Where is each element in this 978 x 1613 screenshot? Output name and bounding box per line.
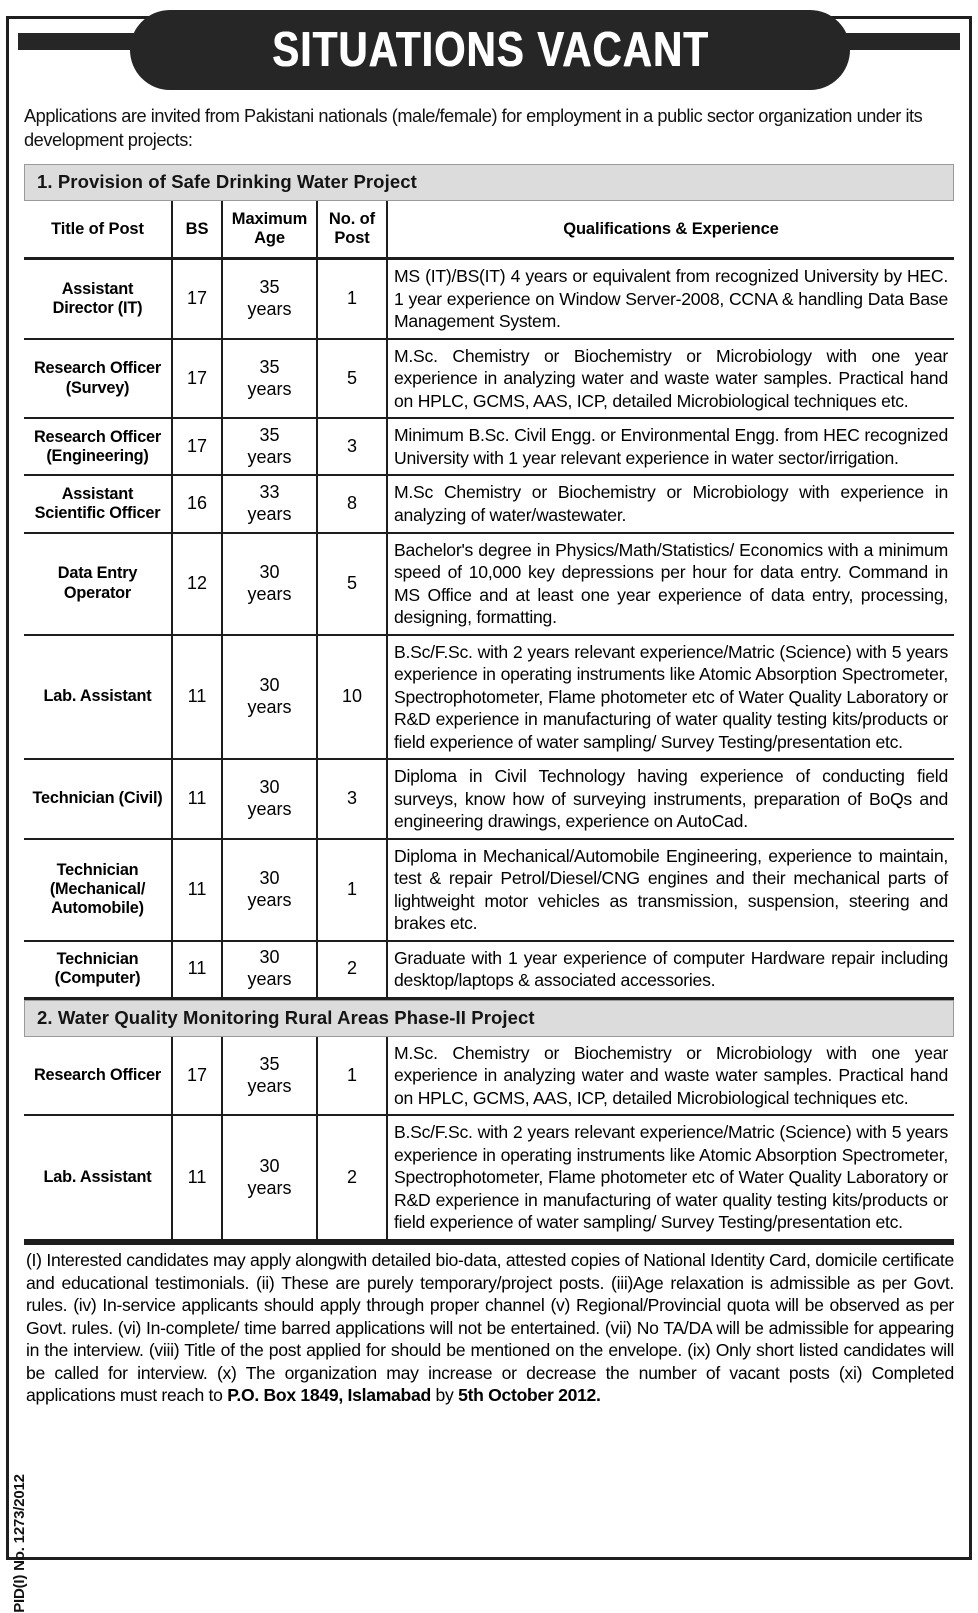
cell-maximum-age <box>222 259 317 339</box>
table-row <box>24 259 954 339</box>
jobs-table <box>24 201 954 999</box>
column-header-bs: BS <box>172 201 222 258</box>
sections-container <box>0 164 978 1242</box>
cell-title-of-post: Lab. Assistant <box>24 635 172 760</box>
cell-age-unit: years <box>247 696 292 717</box>
cell-no-of-post: 5 <box>317 339 387 419</box>
column-header-no-of-post: No. of Post <box>317 201 387 258</box>
cell-maximum-age <box>222 839 317 941</box>
table-row <box>24 635 954 760</box>
cell-age-unit: years <box>247 1177 292 1198</box>
cell-no-of-post: 3 <box>317 759 387 839</box>
masthead-pill <box>130 10 850 90</box>
cell-age-value: 35 <box>259 356 280 377</box>
cell-maximum-age <box>222 475 317 532</box>
cell-bs: 11 <box>172 759 222 839</box>
table-row <box>24 475 954 532</box>
notes-by-word: by <box>430 1385 459 1406</box>
cell-qualifications: M.Sc. Chemistry or Biochemistry or Microbiology with one year experience in analyzing water and waste water samples. Practical hand on HPLC, GCMS, AAS, ICP, detailed Microbiological techniques etc. <box>387 1037 954 1116</box>
cell-qualifications: M.Sc Chemistry or Biochemistry or Microbiology with experience in analyzing of water/wastewater. <box>387 475 954 532</box>
cell-age-unit: years <box>247 889 292 910</box>
cell-maximum-age <box>222 759 317 839</box>
cell-age-value: 35 <box>259 425 280 445</box>
cell-no-of-post: 1 <box>317 1037 387 1116</box>
cell-age-value: 30 <box>259 561 280 582</box>
cell-age-value: 35 <box>259 1053 280 1074</box>
cell-bs: 17 <box>172 259 222 339</box>
cell-title-of-post: Research Officer <box>24 1037 172 1116</box>
table-header-row <box>24 201 954 258</box>
cell-no-of-post: 10 <box>317 635 387 760</box>
cell-qualifications: M.Sc. Chemistry or Biochemistry or Microbiology with one year experience in analyzing water and waste water samples. Practical hand on HPLC, GCMS, AAS, ICP, detailed Microbiological techniques etc. <box>387 339 954 419</box>
cell-no-of-post: 2 <box>317 1115 387 1240</box>
notes-address: P.O. Box 1849, Islamabad <box>227 1385 431 1406</box>
cell-title-of-post: Technician (Civil) <box>24 759 172 839</box>
cell-maximum-age <box>222 533 317 635</box>
section-heading: 2. Water Quality Monitoring Rural Areas Phase-II Project <box>24 1000 954 1037</box>
cell-qualifications: B.Sc/F.Sc. with 2 years relevant experience/Matric (Science) with 5 years experience in operating instruments like Atomic Absorption Spectrometer, Spectrophotometer, Flame photometer etc of Water Quality Laboratory or R&D experience in manufacturing of water quality testing kits/products or field experience of water sampling/ Survey Testing/presentation etc. <box>387 635 954 760</box>
cell-maximum-age <box>222 1037 317 1116</box>
cell-qualifications: Minimum B.Sc. Civil Engg. or Environmental Engg. from HEC recognized University with 1 year relevant experience in water sector/irrigation. <box>387 418 954 475</box>
cell-maximum-age <box>222 418 317 475</box>
cell-age-unit: years <box>247 1075 292 1096</box>
cell-title-of-post: Technician (Computer) <box>24 941 172 999</box>
cell-title-of-post: Assistant Director (IT) <box>24 259 172 339</box>
table-row <box>24 533 954 635</box>
cell-qualifications: Bachelor's degree in Physics/Math/Statistics/ Economics with a minimum speed of 10,000 key depressions per hour for data entry. Command in MS Office and at least one year experience of data entry, processing, designing, formatting. <box>387 533 954 635</box>
cell-age-value: 35 <box>259 277 280 298</box>
notes-deadline: 5th October 2012. <box>458 1385 601 1406</box>
page-title: SITUATIONS VACANT <box>271 22 709 77</box>
jobs-table <box>24 1037 954 1242</box>
cell-age-value: 30 <box>259 674 280 695</box>
cell-title-of-post: Lab. Assistant <box>24 1115 172 1240</box>
masthead <box>10 10 968 94</box>
table-row <box>24 1115 954 1240</box>
cell-age-unit: years <box>247 378 292 399</box>
cell-qualifications: MS (IT)/BS(IT) 4 years or equivalent from recognized University by HEC. 1 year experience on Window Server-2008, CCNA & handling Data Base Management System. <box>387 259 954 339</box>
table-row <box>24 339 954 419</box>
cell-age-value: 30 <box>259 867 280 888</box>
cell-qualifications: Diploma in Civil Technology having experience of conducting field surveys, know how of surveying instruments, preparation of BoQs and engineering drawings, experience on AutoCad. <box>387 759 954 839</box>
cell-bs: 17 <box>172 339 222 419</box>
cell-bs: 11 <box>172 941 222 999</box>
table-row <box>24 1037 954 1116</box>
cell-age-unit: years <box>247 583 292 604</box>
cell-qualifications: Graduate with 1 year experience of computer Hardware repair including desktop/laptops & associated accessories. <box>387 941 954 999</box>
cell-no-of-post: 2 <box>317 941 387 999</box>
cell-age-unit: years <box>247 446 292 467</box>
column-header-max-age: Maximum Age <box>222 201 317 258</box>
cell-age-value: 30 <box>259 947 280 968</box>
cell-maximum-age <box>222 941 317 999</box>
cell-title-of-post: Assistant Scientific Officer <box>24 475 172 532</box>
table-row <box>24 759 954 839</box>
cell-age-unit: years <box>247 969 292 990</box>
table-row <box>24 941 954 999</box>
cell-age-value: 30 <box>259 1155 280 1176</box>
cell-qualifications: B.Sc/F.Sc. with 2 years relevant experience/Matric (Science) with 5 years experience in operating instruments like Atomic Absorption Spectrometer, Spectrophotometer, Flame photometer etc of Water Quality Laboratory or R&D experience in manufacturing of water quality testing kits/products or field experience of water sampling/ Survey Testing/presentation etc. <box>387 1115 954 1240</box>
cell-title-of-post: Data Entry Operator <box>24 533 172 635</box>
notes-paragraph <box>26 1249 954 1407</box>
table-row <box>24 418 954 475</box>
column-header-title: Title of Post <box>24 201 172 258</box>
cell-maximum-age <box>222 1115 317 1240</box>
cell-bs: 11 <box>172 1115 222 1240</box>
cell-title-of-post: Research Officer (Engineering) <box>24 418 172 475</box>
cell-age-value: 33 <box>259 482 280 503</box>
table-row <box>24 839 954 941</box>
cell-age-value: 30 <box>259 776 280 797</box>
notes-separator <box>24 1242 954 1245</box>
cell-no-of-post: 5 <box>317 533 387 635</box>
notes-body: (I) Interested candidates may apply alongwith detailed bio-data, attested copies of National Identity Card, domicile certificate and educational testimonials. (ii) These are purely temporary/project posts. (iii)Age relaxation is admissible as per Govt. rules. (iv) In-service applicants should apply through proper channel (v) Regional/Provincial quota will be observed as per Govt. rules. (vi) In-complete/ time barred applications will not be entertained. (vii) No TA/DA will be admissible for appearing in the interview. (viii) Title of the post applied for should be mentioned on the envelope. (ix) Only short listed candidates will be called for interview. (x) The organization may increase or decrease the number of vacant posts (xi) Completed applications must reach to <box>26 1249 954 1406</box>
cell-age-unit: years <box>247 798 292 819</box>
cell-no-of-post: 8 <box>317 475 387 532</box>
cell-bs: 11 <box>172 635 222 760</box>
column-header-qualifications: Qualifications & Experience <box>387 201 954 258</box>
pid-number <box>8 1342 30 1613</box>
cell-qualifications: Diploma in Mechanical/Automobile Engineering, experience to maintain, test & repair Petrol/Diesel/CNG engines and their mechanical parts of lightweight motor vehicles as transmission, suspension, steering and brakes etc. <box>387 839 954 941</box>
cell-no-of-post: 1 <box>317 839 387 941</box>
cell-bs: 16 <box>172 475 222 532</box>
section-heading: 1. Provision of Safe Drinking Water Project <box>24 164 954 201</box>
cell-title-of-post: Research Officer (Survey) <box>24 339 172 419</box>
cell-title-of-post: Technician (Mechanical/ Automobile) <box>24 839 172 941</box>
cell-no-of-post: 3 <box>317 418 387 475</box>
pid-label: PID(I) No. 1273/2012 <box>10 1474 28 1613</box>
cell-bs: 17 <box>172 1037 222 1116</box>
cell-age-unit: years <box>247 299 292 320</box>
cell-maximum-age <box>222 339 317 419</box>
cell-bs: 17 <box>172 418 222 475</box>
cell-bs: 12 <box>172 533 222 635</box>
cell-no-of-post: 1 <box>317 259 387 339</box>
cell-age-unit: years <box>247 503 292 524</box>
intro-paragraph: Applications are invited from Pakistani nationals (male/female) for employment in a public sector organization under its development projects: <box>24 106 923 151</box>
cell-bs: 11 <box>172 839 222 941</box>
advertisement-page <box>0 10 978 1613</box>
cell-maximum-age <box>222 635 317 760</box>
